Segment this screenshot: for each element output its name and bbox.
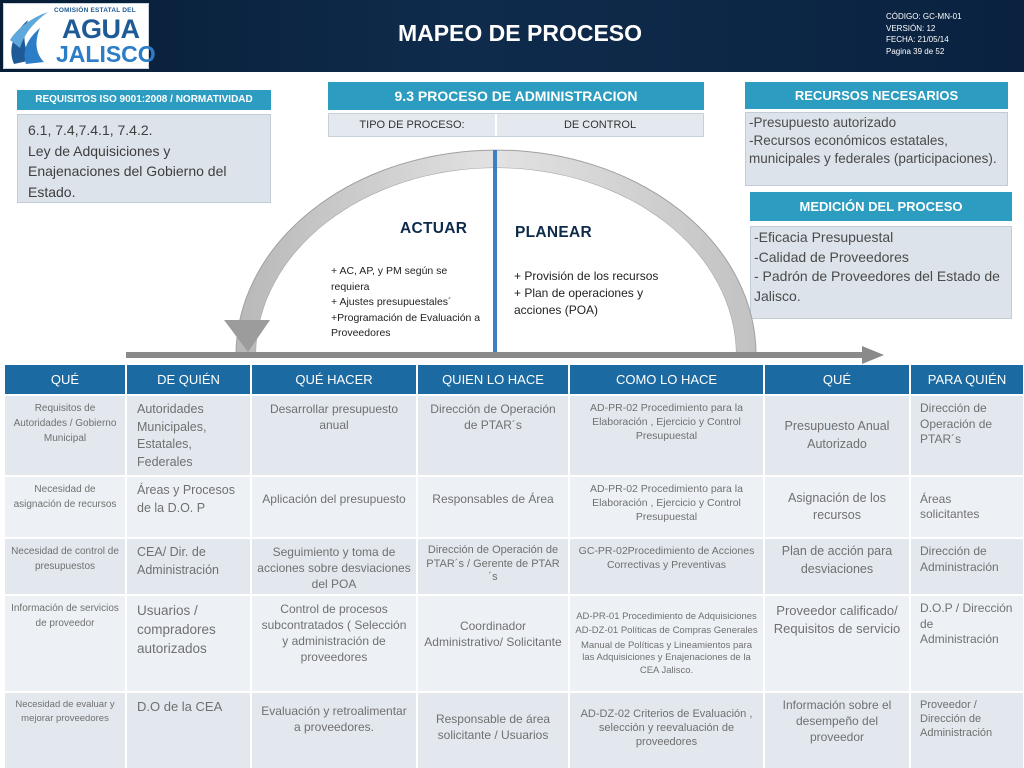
resource-item: -Presupuesto autorizado <box>749 115 897 130</box>
cell-que-salida: Asignación de los recursos <box>765 477 909 537</box>
logo-jalisco-text: JALISCO <box>56 41 156 67</box>
measurement-item: - Padrón de Proveedores del Estado de Jalisco. <box>754 268 1000 304</box>
doc-version: VERSIÓN: 12 <box>886 23 936 33</box>
actuar-title: ACTUAR <box>400 220 468 237</box>
cell-que-salida: Información sobre el desempeño del proveedor <box>765 693 909 768</box>
cell-como-hace <box>570 596 763 691</box>
col-header-que-hacer: QUÉ HACER <box>252 365 416 394</box>
method-item: AD-PR-01 Procedimiento de Adquisiciones <box>576 610 757 622</box>
logo-caption: COMISIÓN ESTATAL DEL <box>54 7 136 14</box>
cell-que: Información de servicios de proveedor <box>5 596 125 691</box>
cell-quien-hace: Responsable de área solicitante / Usuarios <box>418 693 568 768</box>
cell-que-hacer: Aplicación del presupuesto <box>252 477 416 537</box>
actuar-item: + Ajustes presupuestales´ <box>331 296 452 308</box>
phva-divider <box>493 150 497 355</box>
phva-cycle-diagram <box>0 0 1024 370</box>
resource-item: -Recursos económicos estatales, municipales y federales (participaciones). <box>749 133 997 166</box>
actuar-item: + AC, AP, y PM según se requiera <box>331 265 448 293</box>
cell-de-quien: D.O de la CEA <box>127 693 250 768</box>
requirements-clauses: 6.1, 7.4,7.4.1, 7.4.2. <box>28 122 153 138</box>
cell-de-quien: Áreas y Procesos de la D.O. P <box>127 477 250 537</box>
requirements-heading: REQUISITOS ISO 9001:2008 / NORMATIVIDAD <box>17 90 271 110</box>
process-type-label: TIPO DE PROCESO: <box>359 119 465 131</box>
cell-que-salida: Presupuesto Anual Autorizado <box>765 396 909 475</box>
process-table <box>5 365 1019 768</box>
measurement-item: -Eficacia Presupuestal <box>754 229 894 245</box>
cell-quien-hace: Dirección de Operación de PTAR´s / Gerente de PTAR´s <box>418 539 568 594</box>
cell-que-salida: Plan de acción para desviaciones <box>765 539 909 594</box>
cell-para-quien: Proveedor / Dirección de Administración <box>911 693 1023 768</box>
cell-que-hacer: Seguimiento y toma de acciones sobre desviaciones del POA <box>252 539 416 594</box>
doc-page: Pagina 39 de 52 <box>886 46 945 56</box>
planear-title: PLANEAR <box>515 224 593 241</box>
cell-para-quien: D.O.P / Dirección de Administración <box>911 596 1023 691</box>
cell-de-quien: CEA/ Dir. de Administración <box>127 539 250 594</box>
measurement-item: -Calidad de Proveedores <box>754 248 909 265</box>
col-header-de-quien: DE QUIÉN <box>127 365 250 394</box>
col-header-como-lo-hace: COMO LO HACE <box>570 365 763 394</box>
cell-que-hacer: Evaluación y retroalimentar a proveedores. <box>252 693 416 768</box>
planear-item: + Plan de operaciones y acciones (POA) <box>514 286 644 317</box>
cell-como-hace: AD-PR-02 Procedimiento para la Elaboración , Ejercicio y Control Presupuestal <box>570 477 763 537</box>
process-type-value: DE CONTROL <box>563 119 637 131</box>
measurement-heading: MEDICIÓN DEL PROCESO <box>750 192 1012 221</box>
actuar-list <box>331 264 486 342</box>
timeline-arrow-icon <box>862 346 884 364</box>
cell-quien-hace: Dirección de Operación de PTAR´s <box>418 396 568 475</box>
requirements-law: Ley de Adquisiciones y Enajenaciones del Gobierno del Estado. <box>28 142 227 200</box>
cell-para-quien: Dirección de Operación de PTAR´s <box>911 396 1023 475</box>
process-heading: 9.3 PROCESO DE ADMINISTRACION <box>328 82 704 110</box>
cell-que-salida: Proveedor calificado/ Requisitos de servicio <box>765 596 909 691</box>
page-title: MAPEO DE PROCESO <box>397 20 643 46</box>
doc-date: FECHA: 21/05/14 <box>886 35 949 44</box>
col-header-para-quien: PARA QUIÉN <box>911 365 1023 394</box>
cell-como-hace: GC-PR-02Procedimiento de Acciones Correctivas y Preventivas <box>570 539 763 594</box>
logo-agua-text: AGUA <box>62 14 140 44</box>
col-header-que: QUÉ <box>5 365 125 394</box>
cell-como-hace: AD-DZ-02 Criterios de Evaluación , selección y reevaluación de proveedores <box>570 693 763 768</box>
cell-de-quien: Autoridades Municipales, Estatales, Federales <box>127 396 250 475</box>
timeline-bar <box>126 352 864 358</box>
method-item: Manual de Políticas y Lineamientos para las Adquisiciones y Enajenaciones de la CEA Jalisco. <box>580 639 753 676</box>
col-header-quien-lo-hace: QUIEN LO HACE <box>418 365 568 394</box>
doc-code: CÓDIGO: GC-MN-01 <box>886 12 962 21</box>
resources-heading: RECURSOS NECESARIOS <box>745 82 1008 109</box>
cell-como-hace: AD-PR-02 Procedimiento para la Elaboración , Ejercicio y Control Presupuestal <box>570 396 763 475</box>
cell-que: Necesidad de evaluar y mejorar proveedores <box>5 693 125 768</box>
planear-item: + Provisión de los recursos <box>514 269 659 283</box>
planear-list <box>514 268 679 319</box>
cell-quien-hace: Coordinador Administrativo/ Solicitante <box>418 596 568 691</box>
cell-que: Necesidad de control de presupuestos <box>5 539 125 594</box>
cell-de-quien: Usuarios / compradores autorizados <box>127 596 250 691</box>
cell-que: Necesidad de asignación de recursos <box>5 477 125 537</box>
method-item: AD-DZ-01 Políticas de Compras Generales <box>575 625 758 637</box>
cell-que: Requisitos de Autoridades / Gobierno Municipal <box>5 396 125 475</box>
actuar-item: +Programación de Evaluación a Proveedores <box>331 311 481 339</box>
cell-que-hacer: Control de procesos subcontratados ( Selección y administración de proveedores <box>252 596 416 691</box>
cell-que-hacer: Desarrollar presupuesto anual <box>252 396 416 475</box>
col-header-que-salida: QUÉ <box>765 365 909 394</box>
cell-para-quien: Dirección de Administración <box>911 539 1023 594</box>
cell-para-quien: Áreas solicitantes <box>911 477 1023 537</box>
cell-quien-hace: Responsables de Área <box>418 477 568 537</box>
